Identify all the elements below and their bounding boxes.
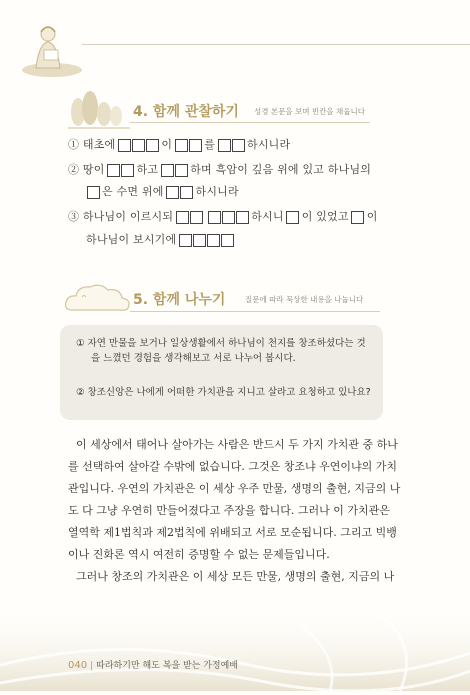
blank-box[interactable] <box>121 164 134 177</box>
blank-group <box>166 186 194 199</box>
blank-group <box>175 211 203 224</box>
fill-text: 하고 <box>136 163 159 176</box>
blank-box[interactable] <box>118 139 131 152</box>
blank-group <box>174 139 202 152</box>
blank-box[interactable] <box>107 164 120 177</box>
fill-text: 이 <box>161 138 173 151</box>
fill-text: ① 태초에 <box>68 138 116 151</box>
fill-in-line-4 <box>68 209 378 225</box>
body-line-3: 관입니다. 우연의 가치관은 이 세상 우주 만물, 생명의 출현, 지금의 나 <box>68 482 401 495</box>
blank-box[interactable] <box>221 234 234 247</box>
header-illustration <box>14 10 84 80</box>
blank-box[interactable] <box>180 186 193 199</box>
fill-in-line-3 <box>86 184 239 200</box>
body-line-6: 이나 진화론 역시 여전히 증명할 수 없는 문제들입니다. <box>68 548 330 561</box>
blank-box[interactable] <box>208 211 221 224</box>
fill-text: ② 땅이 <box>68 163 105 176</box>
blank-group <box>351 211 365 224</box>
blank-group <box>107 164 135 177</box>
blank-group <box>117 139 159 152</box>
blank-box[interactable] <box>236 211 249 224</box>
blank-group <box>286 211 300 224</box>
fill-text: ③ 하나님이 이르시되 <box>68 210 174 223</box>
section-5-title: 5. 함께 나누기 <box>133 292 226 308</box>
body-line-7: 그러나 창조의 가치관은 이 세상 모든 만물, 생명의 출현, 지금의 나 <box>76 570 395 583</box>
trees-icon <box>64 90 130 130</box>
fill-text: 하시니라 <box>195 185 239 198</box>
blank-box[interactable] <box>161 164 174 177</box>
blank-box[interactable] <box>351 211 364 224</box>
fill-text: 이 있었고 <box>301 210 349 223</box>
question-2: ② 창조신앙은 나에게 어떠한 가치관을 지니고 살라고 요청하고 있나요? <box>76 387 371 398</box>
fill-text: 하시니라 <box>247 138 291 151</box>
section-4-rule <box>130 122 370 123</box>
blank-group <box>207 211 249 224</box>
blank-box[interactable] <box>132 139 145 152</box>
blank-box[interactable] <box>175 164 188 177</box>
blank-box[interactable] <box>146 139 159 152</box>
question-1-line-1: ① 자연 만물을 보거나 일상생활에서 하나님이 천지를 창조하셨다는 것 <box>76 338 366 349</box>
fill-text: 은 수면 위에 <box>102 185 164 198</box>
cloud-icon <box>62 280 134 316</box>
footer-decoration <box>0 605 470 691</box>
blank-box[interactable] <box>175 139 188 152</box>
body-line-1: 이 세상에서 태어나 살아가는 사람은 반드시 두 가지 가치관 중 하나 <box>76 438 398 451</box>
blank-group <box>178 234 234 247</box>
section-4-subtitle: 성경 본문을 보며 빈칸을 채웁니다 <box>254 107 365 116</box>
section-4-title: 4. 함께 관찰하기 <box>133 104 239 120</box>
blank-box[interactable] <box>179 234 192 247</box>
fill-in-line-2 <box>68 162 371 178</box>
body-line-4: 도 다 그냥 우연히 만들어졌다고 주장을 합니다. 그러나 이 가치관은 <box>68 504 390 517</box>
footer-separator: | <box>90 661 94 671</box>
blank-box[interactable] <box>222 211 235 224</box>
blank-box[interactable] <box>232 139 245 152</box>
blank-box[interactable] <box>286 211 299 224</box>
fill-in-line-1 <box>68 137 290 153</box>
body-line-5: 열역학 제1법칙과 제2법칙에 위배되고 서로 모순됩니다. 그리고 빅뱅 <box>68 526 397 539</box>
fill-text: 이 <box>366 210 378 223</box>
section-5-subtitle: 질문에 따라 묵상한 내용을 나눕니다 <box>245 295 364 304</box>
fill-in-line-5 <box>86 232 236 248</box>
blank-group <box>86 186 100 199</box>
blank-group <box>217 139 245 152</box>
blank-box[interactable] <box>176 211 189 224</box>
question-1-line-2: 을 느꼈던 경험을 생각해보고 서로 나누어 봅시다. <box>91 353 296 364</box>
page-footer <box>68 658 238 671</box>
blank-box[interactable] <box>189 139 202 152</box>
blank-box[interactable] <box>193 234 206 247</box>
blank-box[interactable] <box>218 139 231 152</box>
page-number: 040 <box>68 660 88 671</box>
fill-text: 하시니 <box>251 210 284 223</box>
blank-box[interactable] <box>166 186 179 199</box>
section-5-rule <box>130 311 380 312</box>
fill-text: 를 <box>204 138 216 151</box>
fill-text: 하며 흑암이 깊음 위에 있고 하나님의 <box>190 163 372 176</box>
fill-text: 하나님이 보시기에 <box>86 233 177 246</box>
body-line-2: 를 선택하여 살아갈 수밖에 없습니다. 그것은 창조냐 우연이냐의 가치 <box>68 460 397 473</box>
blank-box[interactable] <box>190 211 203 224</box>
header-rule <box>82 44 470 45</box>
book-title: 따라하기만 해도 복을 받는 가정예배 <box>96 661 238 671</box>
blank-box[interactable] <box>207 234 220 247</box>
blank-group <box>160 164 188 177</box>
blank-box[interactable] <box>87 186 100 199</box>
